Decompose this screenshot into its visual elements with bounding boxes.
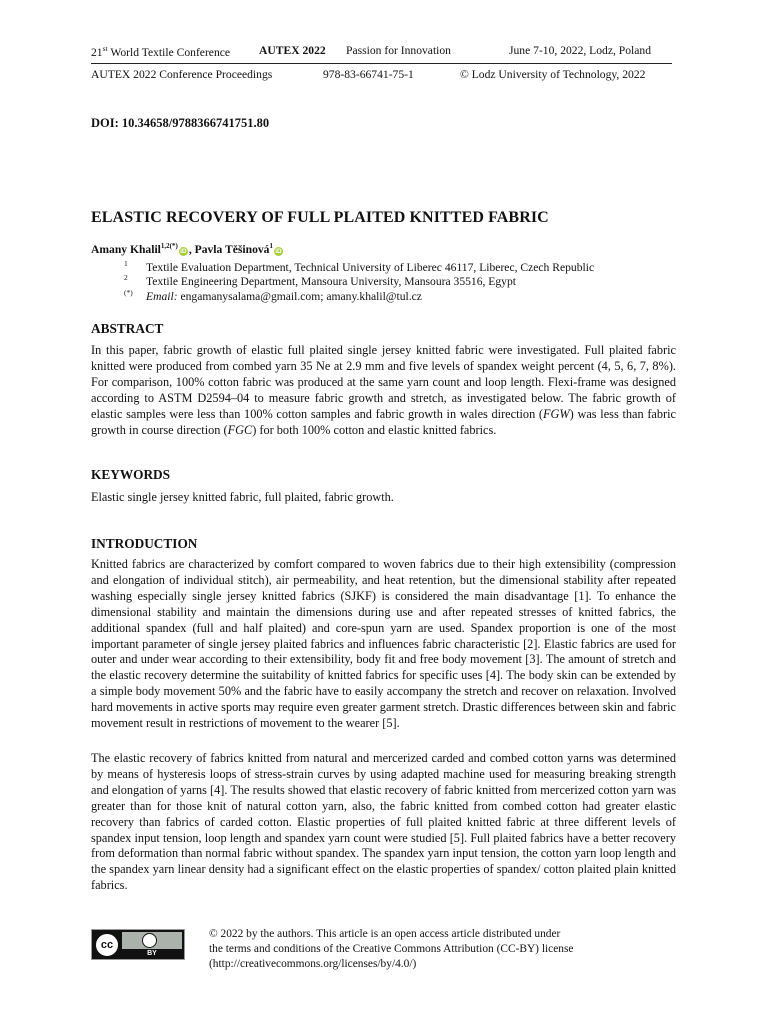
cc-icon: cc	[94, 932, 120, 958]
paper-title: ELASTIC RECOVERY OF FULL PLAITED KNITTED FABRIC	[91, 209, 549, 226]
orcid-icon[interactable]: iD	[275, 247, 282, 255]
header-rule	[91, 63, 672, 64]
by-label: BY	[147, 950, 157, 957]
orcid-icon[interactable]: iD	[180, 247, 187, 255]
header-conference: 21st World Textile Conference	[91, 44, 231, 59]
header-motto: Passion for Innovation	[346, 44, 451, 57]
cc-by-license-icon[interactable]	[91, 929, 185, 960]
header-isbn: 978-83-66741-75-1	[323, 68, 414, 81]
attribution-person-icon	[142, 933, 157, 948]
intro-paragraph-1: Knitted fabrics are characterized by comfort compared to woven fabrics due to their high extensibility (compression and elongation of individual stitch), air permeability, and heat retention, but the dimensional stability after repeated washing especially single jersey knitted fabrics (SJKF) is considered the main disadvantage [1]. To enhance the dimensional stability and maintain the dimensions during use and after repeated stresses of knitted fabrics, the additional spandex (full and half plaited) and core-spun yarn are used. Spandex proportion is one of the most important parameter of single jersey plaited fabrics and influences fabric characteristic [2]. Elastic fabrics are used for outer and under wear according to their extensibility, body fit and free body movement [3]. The amount of stretch and the elastic recovery determine the suitability of knitted fabrics for specific uses [4]. The body skin can be extended by a simple body movement 50% and the fabric have to easily accompany the stretch and recover on relaxation. Involved hard movements in active sports may require even greater garment stretch. Drastic differences between skin and fabric movement result in restrictions of movement to the wearer [5].	[91, 557, 676, 731]
author-1: Amany Khalil	[91, 242, 161, 256]
paper-page: 21st World Textile Conference AUTEX 2022 Passion for Innovation June 7-10, 2022, Lodz, Poland AUTEX 2022 Conference Proceedings 978-83-66741-75-1 © Lodz University of Technology, 2022 DOI: 10.34658/9788366741751.80 ELASTIC RECOVERY OF FULL PLAITED KNITTED FABRIC Amany Khalil$^{1,2(*)}$iD , Pavla Těšinová$^1$iD 1 Textile Evaluation Department, Technical University of Liberec 46117, Liberec, Czech Republic 2 Textile Engineering Department, Mansoura University, Mansoura 35516, Egypt (*) Email: engamanysalama@gmail.com; amany.khalil@tul.cz ABSTRACT In this paper, fabric growth of elastic full plaited single jersey knitted fabric were investigated. Full plaited fabric knitted were produced from combed yarn 35 Ne at 2.9 mm and five levels of spandex weight percent (4, 5, 6, 7, 8%). For comparison, 100% cotton fabric was produced at the same yarn count and loop length. Flexi-frame was designed according to ASTM D2594–04 to measure fabric growth and stretch, as investigated below. The fabric growth of elastic samples were less than 100% cotton samples and fabric growth in wales direction (FGW) was less than fabric growth in course direction (FGC) for both 100% cotton and elastic knitted fabrics. KEYWORDS Elastic single jersey knitted fabric, full plaited, fabric growth. INTRODUCTION Knitted fabrics are characterized by comfort compared to woven fabrics due to their high extensibility (compression and elongation of individual stitch), air permeability, and heat retention, but the dimensional stability after repeated washing especially single jersey knitted fabrics (SJKF) is considered the main disadvantage [1]. To enhance the dimensional stability and maintain the dimensions during use and after repeated stresses of knitted fabrics, the additional spandex (full and half plaited) and core-spun yarn are used. Spandex proportion is one of the most important parameter of single jersey plaited fabrics and influences fabric characteristic [2]. Elastic fabrics are used for outer and under wear according to their extensibility, body fit and free body movement [3]. The amount of stretch and the elastic recovery determine the suitability of knitted fabrics for specific uses [4]. The body skin can be extended by a simple body movement 50% and the fabric have to easily accompany the stretch and recover on relaxation. Involved hard movements in active sports may require even greater garment stretch. Drastic differences between skin and fabric movement result in restrictions of movement to the wearer [5]. The elastic recovery of fabrics knitted from natural and mercerized carded and combed cotton yarns was determined by means of hysteresis loops of stress-strain curves by using adapted machine used for measuring breaking strength and elongation of yarns [4]. The results showed that elastic recovery of fabric knitted from mercerized cotton yarn was greater than for those knit of natural cotton yarn, also, the fabric knitted from combed cotton had greater elastic recovery than fabrics of carded cotton. Elastic properties of full plaited knitted fabric at three different levels of spandex input tension, loop length and spandex yarn count were studied [5]. Full plaited fabrics have a better recovery from deformation than normal fabric without spandex. The spandex yarn input tension, the cotton yarn loop length and the spandex yarn linear density had a significant effect on the elastic properties of spandex/ cotton plaited plain knitted fabrics. cc BY © 2022 by the authors. This article is an open access article distributed under the terms and conditions of the Creative Commons Attribution (CC-BY) license (http://creativecommons.org/licenses/by/4.0/)	[91, 44, 676, 970]
author-list: Amany Khalil$^{1,2(*)}$iD , Pavla Těšinová$^1$iD	[91, 242, 282, 256]
header-copyright: © Lodz University of Technology, 2022	[460, 68, 646, 81]
abstract-heading: ABSTRACT	[91, 321, 164, 336]
header-autex: AUTEX 2022	[259, 44, 326, 57]
introduction-heading: INTRODUCTION	[91, 536, 198, 551]
doi: DOI: 10.34658/9788366741751.80	[91, 116, 270, 130]
abstract-text: In this paper, fabric growth of elastic full plaited single jersey knitted fabric were investigated. Full plaited fabric knitted were produced from combed yarn 35 Ne at 2.9 mm and five levels of spandex weight percent (4, 5, 6, 7, 8%). For comparison, 100% cotton fabric was produced at the same yarn count and loop length. Flexi-frame was designed according to ASTM D2594–04 to measure fabric growth and stretch, as investigated below. The fabric growth of elastic samples were less than 100% cotton samples and fabric growth in wales direction (FGW) was less than fabric growth in course direction (FGC) for both 100% cotton and elastic knitted fabrics.	[91, 343, 676, 437]
header-dates: June 7-10, 2022, Lodz, Poland	[509, 44, 652, 57]
license-text: © 2022 by the authors. This article is an open access article distributed under the terms and conditions of the Creative Commons Attribution (CC-BY) license (http://creativecommons.org/licenses/by/4.0/)	[209, 928, 574, 970]
author-2: Pavla Těšinová	[194, 242, 270, 256]
keywords-text: Elastic single jersey knitted fabric, full plaited, fabric growth.	[91, 490, 394, 504]
header-proceedings: AUTEX 2022 Conference Proceedings	[91, 68, 273, 81]
email-links[interactable]: engamanysalama@gmail.com; amany.khalil@tul.cz	[177, 290, 422, 303]
keywords-heading: KEYWORDS	[91, 467, 171, 482]
intro-paragraph-2: The elastic recovery of fabrics knitted from natural and mercerized carded and combed cotton yarns was determined by means of hysteresis loops of stress-strain curves by using adapted machine used for measuring breaking strength and elongation of yarns [4]. The results showed that elastic recovery of fabric knitted from mercerized cotton yarn was greater than for those knit of natural cotton yarn, also, the fabric knitted from combed cotton had greater elastic recovery than fabrics of carded cotton. Elastic properties of full plaited knitted fabric at three different levels of spandex input tension, loop length and spandex yarn count were studied [5]. Full plaited fabrics have a better recovery from deformation than normal fabric without spandex. The spandex yarn input tension, the cotton yarn loop length and the spandex yarn linear density had a significant effect on the elastic properties of spandex/ cotton plaited plain knitted fabrics.	[91, 751, 676, 893]
license-link[interactable]: (http://creativecommons.org/licenses/by/4.0/)	[209, 958, 417, 970]
